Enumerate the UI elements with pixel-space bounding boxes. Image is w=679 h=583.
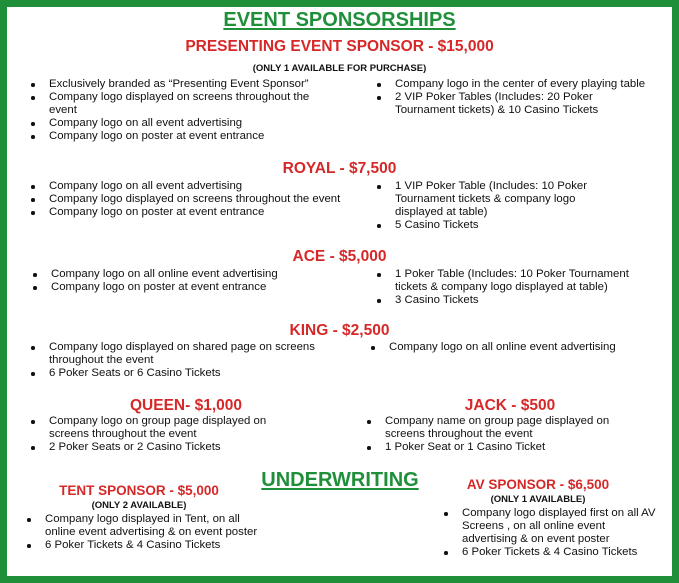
list-item: Company logo displayed on shared page on screens throughout the event: [28, 341, 339, 367]
list-item: Company logo in the center of every playing table: [374, 78, 651, 91]
list-item: Company logo on poster at event entrance: [28, 130, 344, 143]
queen-heading: QUEEN- $1,000: [130, 397, 242, 414]
queen-list: [28, 415, 344, 454]
ace-heading: ACE - $5,000: [292, 248, 387, 265]
list-item: 1 Poker Seat or 1 Casino Ticket: [364, 441, 654, 454]
list-item: Company logo displayed in Tent, on all online event advertising & on event poster: [24, 513, 267, 539]
list-item: Company logo displayed on screens throughout the event: [28, 193, 349, 206]
presenting-left-list: [28, 78, 344, 143]
royal-right-list: [374, 180, 634, 232]
list-item: Company name on group page displayed on screens throughout the event: [364, 415, 647, 441]
list-item: 1 VIP Poker Table (Includes: 10 Poker Tournament tickets & company logo displayed at table): [374, 180, 617, 219]
list-item: Company logo on poster at event entrance: [28, 206, 344, 219]
list-item: 3 Casino Tickets: [374, 294, 644, 307]
page-title: EVENT SPONSORSHIPS: [223, 9, 456, 31]
underwriting-title: UNDERWRITING: [261, 469, 419, 491]
presenting-availability-note: (ONLY 1 AVAILABLE FOR PURCHASE): [252, 63, 427, 74]
list-item: Company logo displayed first on all AV Screens , on all online event advertising & on event poster: [441, 507, 660, 546]
list-item: Company logo displayed on screens throughout the event: [28, 91, 339, 117]
ace-left-list: [30, 268, 346, 294]
list-item: 6 Poker Tickets & 4 Casino Tickets: [441, 546, 667, 559]
list-item: Company logo on all event advertising: [28, 180, 344, 193]
presenting-sponsor-heading: PRESENTING EVENT SPONSOR - $15,000: [185, 38, 494, 55]
av-sponsor-heading: AV SPONSOR - $6,500: [466, 477, 610, 492]
list-item: Exclusively branded as “Presenting Event Sponsor”: [28, 78, 344, 91]
list-item: Company logo on all online event advertising: [368, 341, 658, 354]
tent-sponsor-heading: TENT SPONSOR - $5,000: [59, 483, 219, 498]
jack-list: [364, 415, 654, 454]
ace-right-list: [374, 268, 644, 307]
king-right-list: [368, 341, 658, 354]
list-item: 5 Casino Tickets: [374, 219, 634, 232]
king-heading: KING - $2,500: [289, 322, 390, 339]
presenting-right-list: [374, 78, 652, 117]
list-item: 2 VIP Poker Tables (Includes: 20 Poker Tournament tickets) & 10 Casino Tickets: [374, 91, 651, 117]
royal-heading: ROYAL - $7,500: [282, 160, 397, 177]
av-list: [441, 507, 667, 559]
list-item: Company logo on group page displayed on screens throughout the event: [28, 415, 305, 441]
jack-heading: JACK - $500: [464, 397, 556, 414]
av-availability-note: (ONLY 1 AVAILABLE): [490, 494, 586, 505]
tent-list: [24, 513, 264, 552]
list-item: 1 Poker Table (Includes: 10 Poker Tournament tickets & company logo displayed at table): [374, 268, 643, 294]
tent-availability-note: (ONLY 2 AVAILABLE): [91, 500, 187, 511]
list-item: Company logo on poster at event entrance: [30, 281, 346, 294]
list-item: Company logo on all online event advertising: [30, 268, 346, 281]
list-item: 2 Poker Seats or 2 Casino Tickets: [28, 441, 344, 454]
list-item: Company logo on all event advertising: [28, 117, 344, 130]
king-left-list: [28, 341, 344, 380]
royal-left-list: [28, 180, 344, 219]
list-item: 6 Poker Tickets & 4 Casino Tickets: [24, 539, 264, 552]
list-item: 6 Poker Seats or 6 Casino Tickets: [28, 367, 344, 380]
